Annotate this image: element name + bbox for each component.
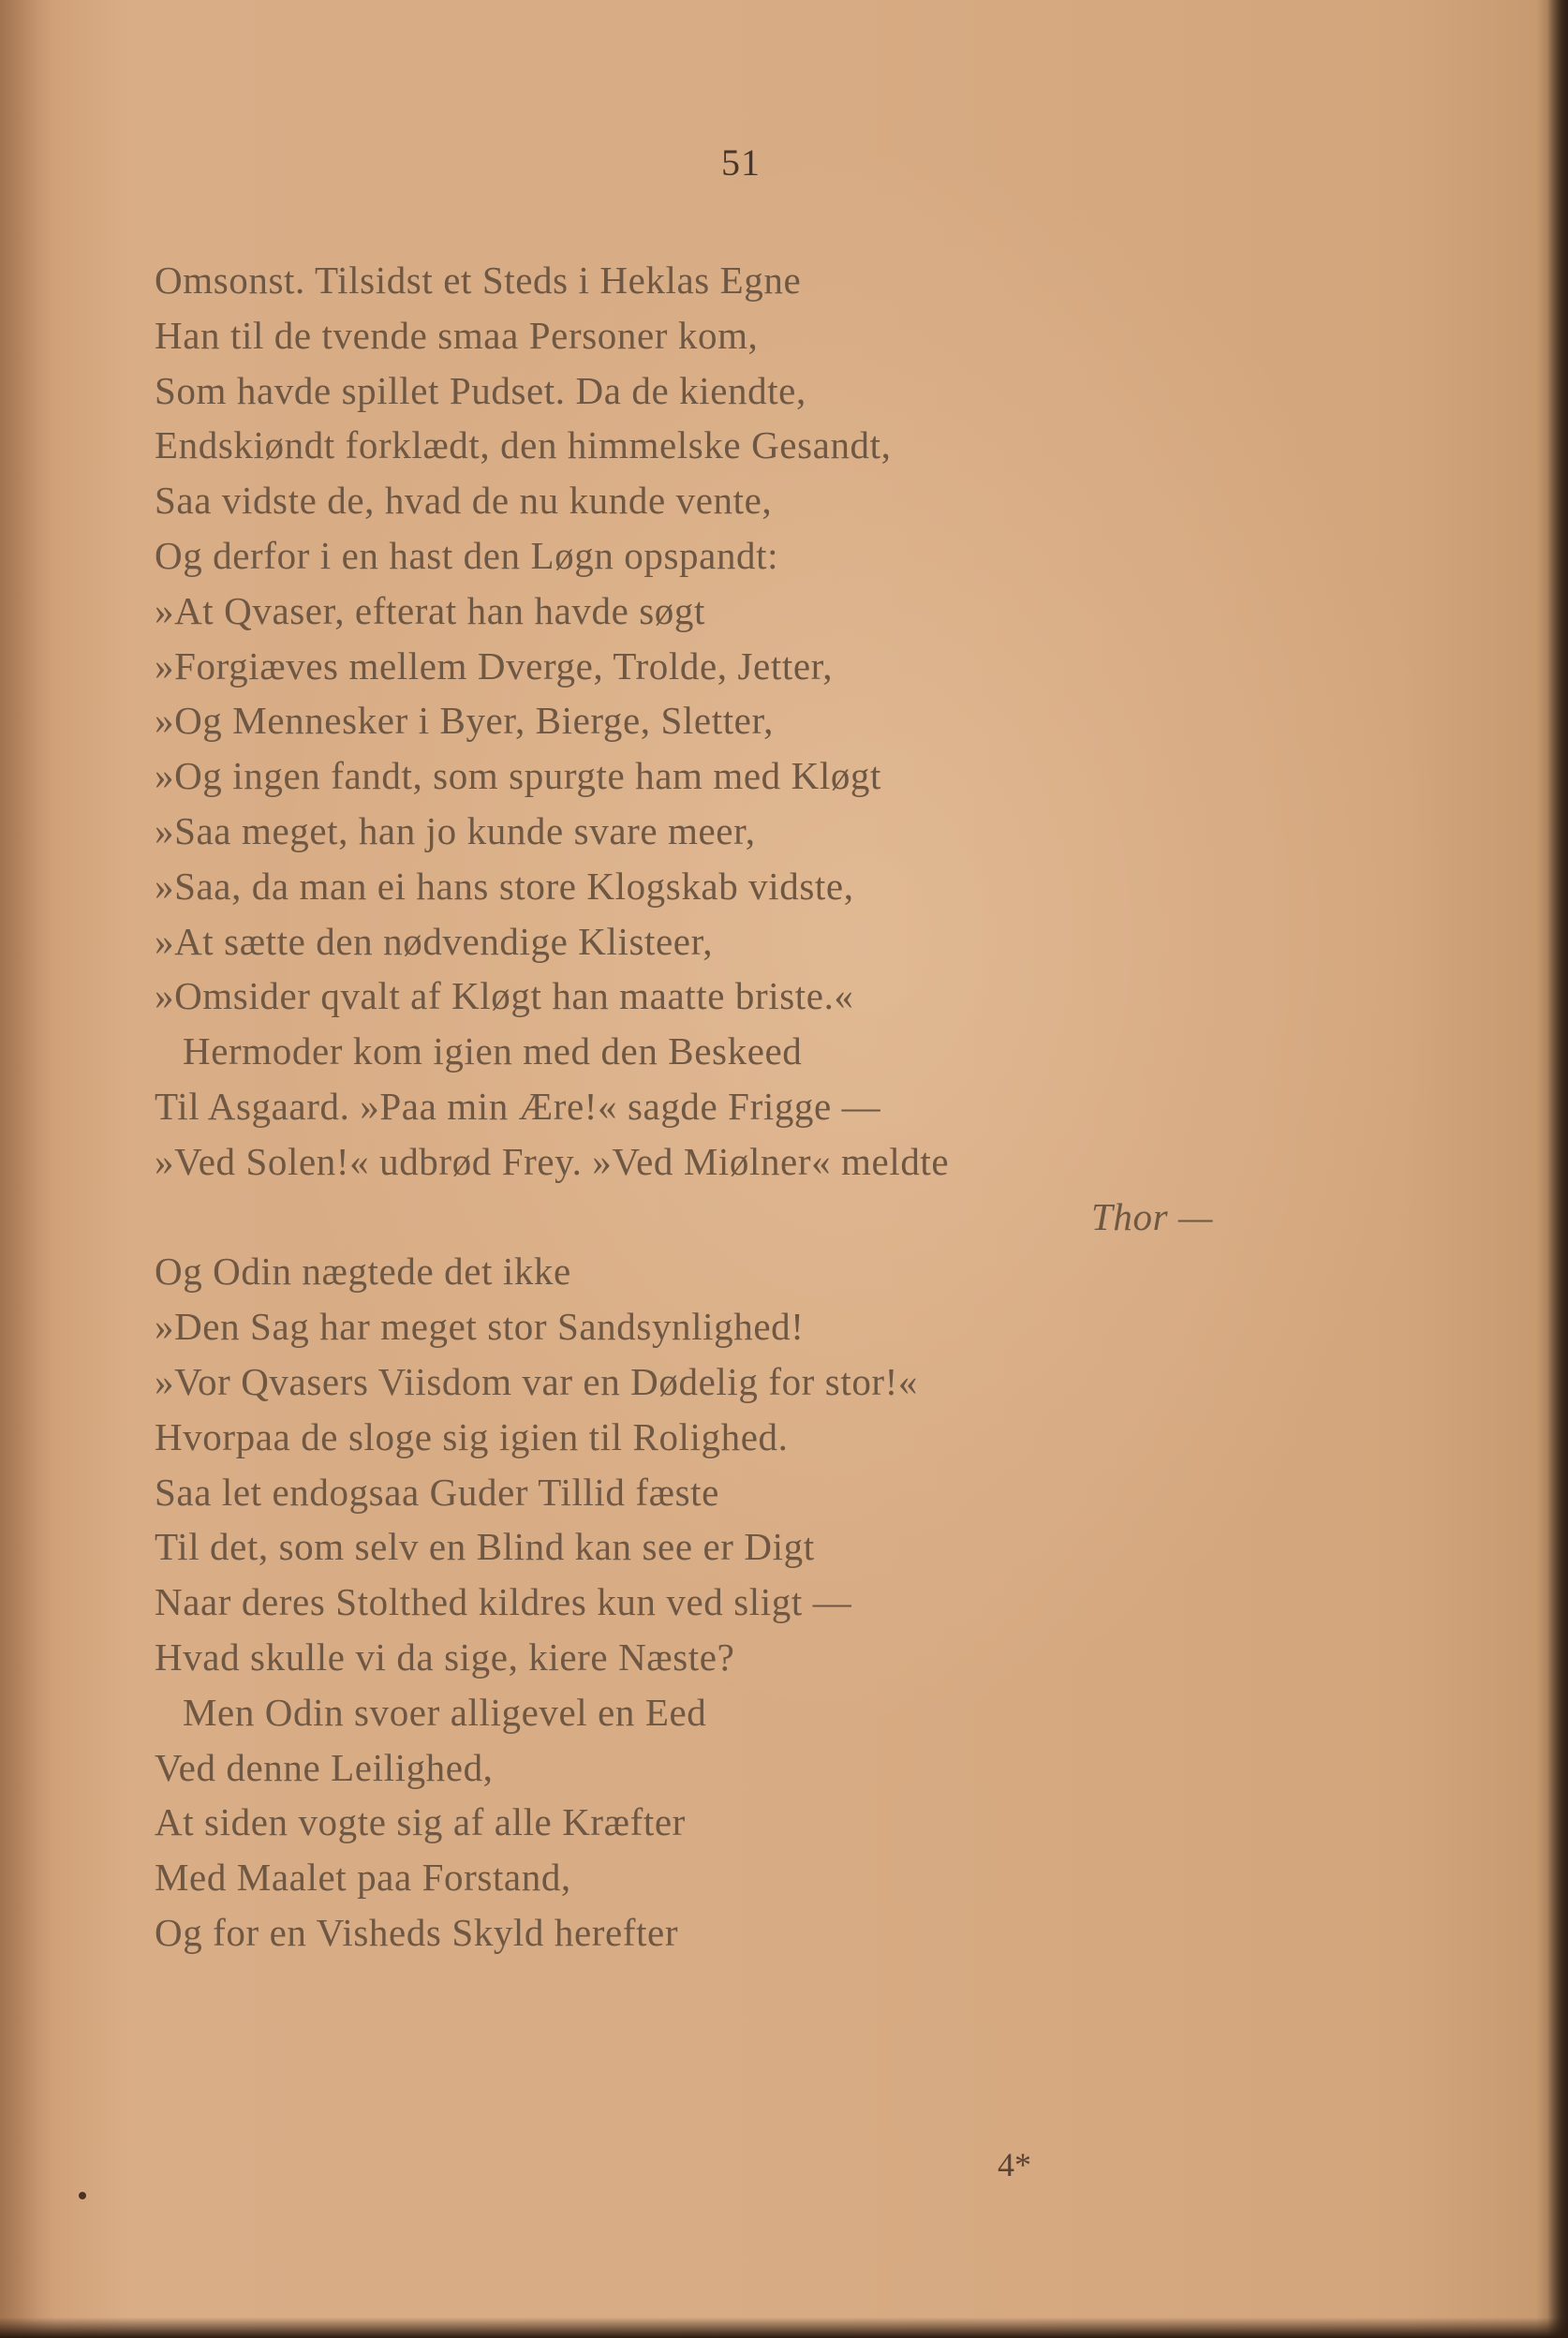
poem-line: Hermoder kom igien med den Beskeed (183, 1029, 803, 1073)
page-spine-shadow (0, 0, 56, 2338)
poem-line: »Vor Qvasers Viisdom var en Dødelig for stor!« (155, 1359, 919, 1403)
poem-text (155, 253, 1372, 1961)
poem-line: Og derfor i en hast den Løgn opspandt: (155, 533, 779, 577)
poem-line: Til det, som selv en Blind kan see er Digt (155, 1525, 815, 1569)
poem-line: »Og ingen fandt, som spurgte ham med Kløgt (155, 754, 882, 798)
poem-line: »Den Sag har meget stor Sandsynlighed! (155, 1305, 805, 1349)
poem-line: Og Odin nægtede det ikke (155, 1250, 571, 1294)
poem-line: Som havde spillet Pudset. Da de kiendte, (155, 368, 806, 412)
poem-line: »At Qvaser, efterat han havde søgt (155, 588, 705, 632)
poem-line: »Saa meget, han jo kunde svare meer, (155, 808, 756, 852)
poem-line: Naar deres Stolthed kildres kun ved sligt — (155, 1580, 852, 1624)
poem-line: Ved denne Leilighed, (155, 1745, 494, 1789)
poem-line: »Og Mennesker i Byer, Bierge, Sletter, (155, 699, 774, 743)
poem-line: Saa let endogsaa Guder Tillid fæste (155, 1470, 719, 1514)
poem-line: »Omsider qvalt af Kløgt han maatte briste.« (155, 974, 854, 1018)
poem-line: Saa vidste de, hvad de nu kunde vente, (155, 479, 773, 523)
poem-line: »Ved Solen!« udbrød Frey. »Ved Miølner« meldte (155, 1139, 950, 1183)
poem-line: Til Asgaard. »Paa min Ære!« sagde Frigge — (155, 1084, 881, 1128)
poem-line-continuation: Thor — (1091, 1194, 1214, 1238)
poem-line: Endskiøndt forklædt, den himmelske Gesandt, (155, 423, 892, 467)
poem-line: Og for en Visheds Skyld herefter (155, 1910, 679, 1954)
poem-line: Han til de tvende smaa Personer kom, (155, 313, 759, 357)
printer-signature-mark: 4* (998, 2146, 1031, 2183)
ink-speck (79, 2192, 86, 2199)
page-right-edge (1547, 0, 1568, 2338)
poem-line: Hvorpaa de sloge sig igien til Rolighed. (155, 1414, 789, 1458)
poem-line: »At sætte den nødvendige Klisteer, (155, 919, 714, 963)
page-number: 51 (721, 141, 761, 184)
poem-line: At siden vogte sig af alle Kræfter (155, 1800, 686, 1844)
poem-line: Hvad skulle vi da sige, kiere Næste? (155, 1635, 735, 1679)
poem-line: Men Odin svoer alligevel en Eed (183, 1690, 707, 1734)
page-bottom-edge (0, 2317, 1568, 2338)
poem-line: Med Maalet paa Forstand, (155, 1856, 571, 1900)
poem-line: »Saa, da man ei hans store Klogskab vidste, (155, 864, 854, 908)
poem-line: »Forgiæves mellem Dverge, Trolde, Jetter, (155, 644, 834, 688)
poem-line: Omsonst. Tilsidst et Steds i Heklas Egne (155, 259, 802, 302)
